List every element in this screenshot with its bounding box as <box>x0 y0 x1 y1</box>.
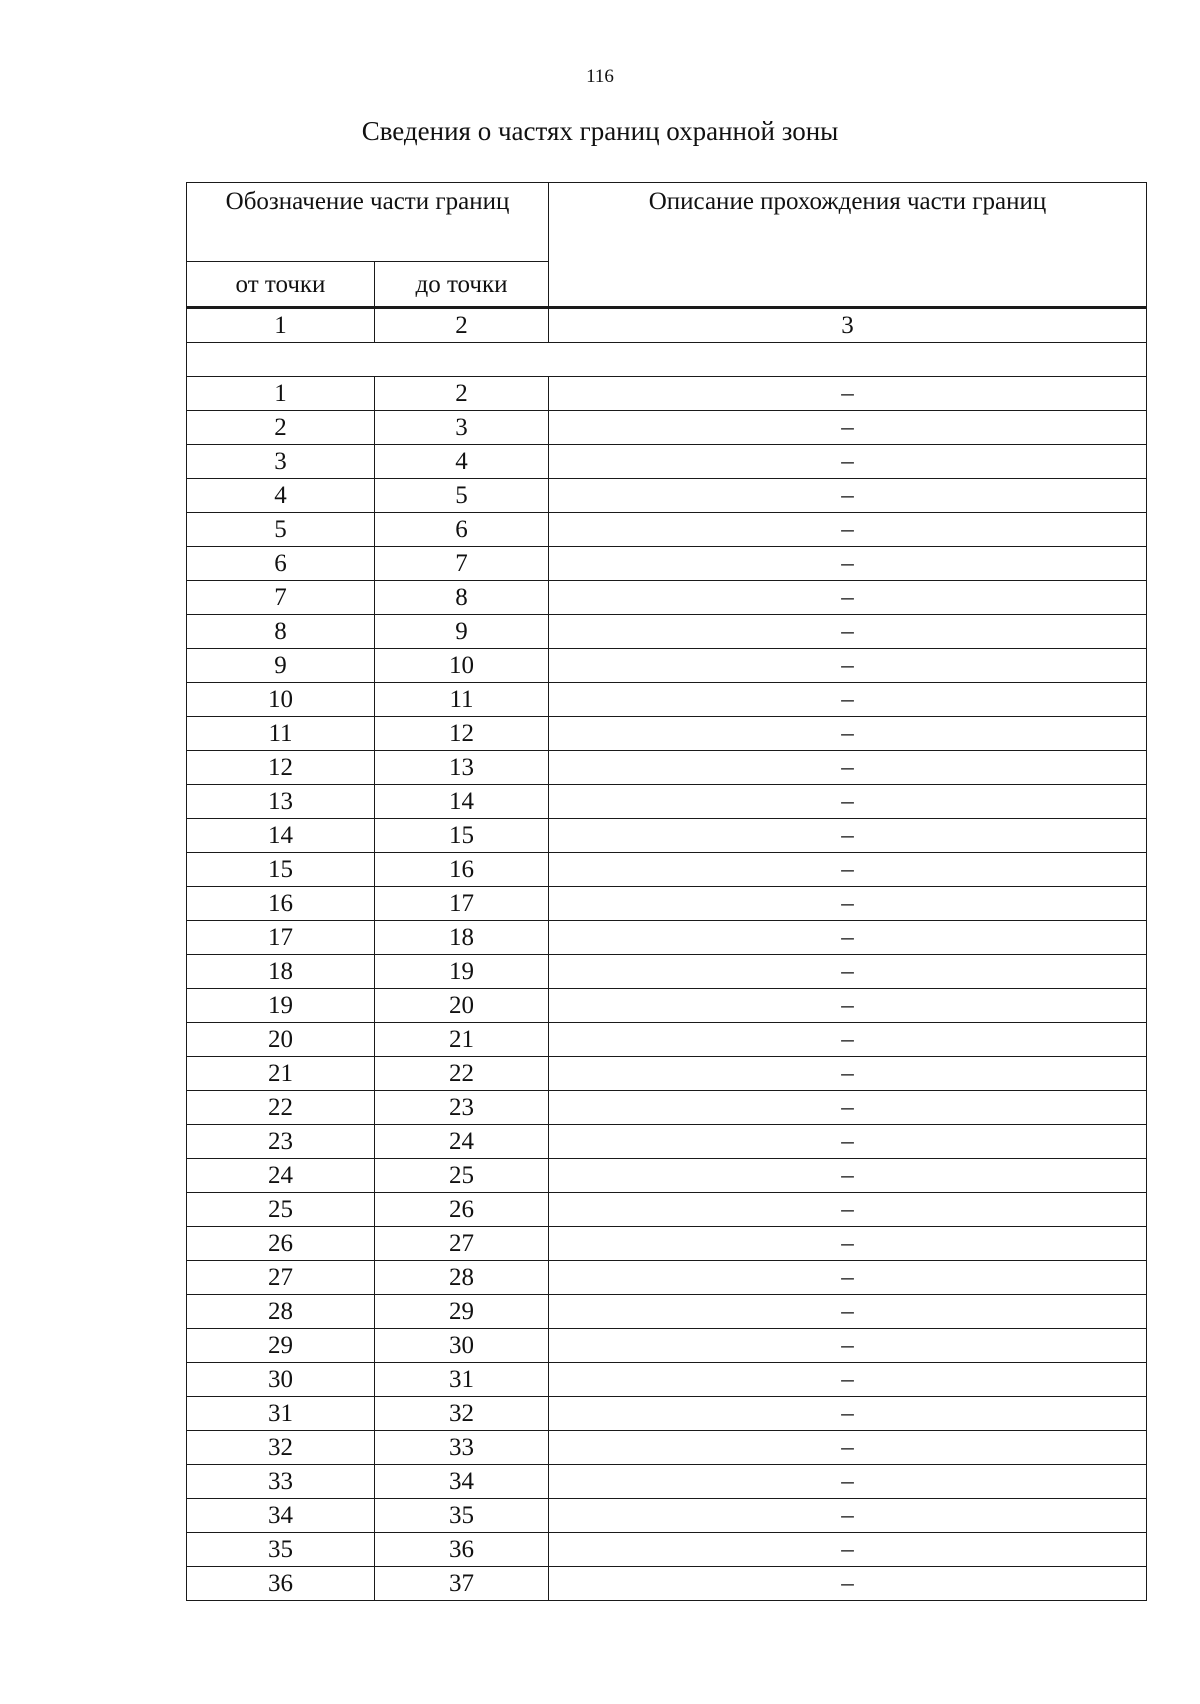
cell-from: 29 <box>187 1329 375 1363</box>
cell-from: 1 <box>187 377 375 411</box>
cell-to: 16 <box>375 853 549 887</box>
cell-description: – <box>549 853 1147 887</box>
cell-to: 22 <box>375 1057 549 1091</box>
table-row <box>187 1091 1147 1125</box>
cell-to: 4 <box>375 445 549 479</box>
table-row <box>187 1159 1147 1193</box>
cell-to: 31 <box>375 1363 549 1397</box>
cell-description: – <box>549 1023 1147 1057</box>
table-row <box>187 1261 1147 1295</box>
cell-description: – <box>549 411 1147 445</box>
table-row <box>187 785 1147 819</box>
table-row <box>187 955 1147 989</box>
header-to-cell: до точки <box>375 262 549 308</box>
cell-to: 15 <box>375 819 549 853</box>
cell-from: 12 <box>187 751 375 785</box>
cell-to: 37 <box>375 1567 549 1601</box>
cell-to: 25 <box>375 1159 549 1193</box>
cell-from: 8 <box>187 615 375 649</box>
table-body <box>187 183 1147 1601</box>
cell-description: – <box>549 887 1147 921</box>
cell-from: 19 <box>187 989 375 1023</box>
cell-from: 4 <box>187 479 375 513</box>
cell-from: 14 <box>187 819 375 853</box>
cell-to: 8 <box>375 581 549 615</box>
cell-from: 20 <box>187 1023 375 1057</box>
cell-from: 35 <box>187 1533 375 1567</box>
section-row <box>187 343 1147 377</box>
table-row <box>187 989 1147 1023</box>
header-row-top <box>187 183 1147 262</box>
table-row <box>187 581 1147 615</box>
cell-to: 21 <box>375 1023 549 1057</box>
cell-description: – <box>549 1057 1147 1091</box>
cell-to: 36 <box>375 1533 549 1567</box>
cell-from: 36 <box>187 1567 375 1601</box>
table-row <box>187 615 1147 649</box>
cell-to: 32 <box>375 1397 549 1431</box>
table-row <box>187 683 1147 717</box>
header-from-cell: от точки <box>187 262 375 308</box>
cell-from: 26 <box>187 1227 375 1261</box>
cell-description: – <box>549 1261 1147 1295</box>
cell-from: 2 <box>187 411 375 445</box>
cell-from: 6 <box>187 547 375 581</box>
cell-from: 18 <box>187 955 375 989</box>
table-row <box>187 547 1147 581</box>
column-number-2: 2 <box>375 308 549 343</box>
table-row <box>187 649 1147 683</box>
cell-description: – <box>549 989 1147 1023</box>
cell-to: 30 <box>375 1329 549 1363</box>
header-description-cell: Описание прохождения части границ <box>549 183 1147 308</box>
cell-description: – <box>549 717 1147 751</box>
cell-description: – <box>549 1227 1147 1261</box>
table-row <box>187 1227 1147 1261</box>
cell-from: 7 <box>187 581 375 615</box>
table-row <box>187 445 1147 479</box>
cell-to: 18 <box>375 921 549 955</box>
table-row <box>187 751 1147 785</box>
cell-from: 34 <box>187 1499 375 1533</box>
cell-description: – <box>549 445 1147 479</box>
cell-to: 5 <box>375 479 549 513</box>
column-number-1: 1 <box>187 308 375 343</box>
table-row <box>187 377 1147 411</box>
cell-from: 30 <box>187 1363 375 1397</box>
cell-description: – <box>549 1363 1147 1397</box>
cell-from: 23 <box>187 1125 375 1159</box>
cell-description: – <box>549 377 1147 411</box>
cell-description: – <box>549 1125 1147 1159</box>
cell-description: – <box>549 615 1147 649</box>
cell-description: – <box>549 547 1147 581</box>
cell-description: – <box>549 479 1147 513</box>
table-row <box>187 411 1147 445</box>
cell-description: – <box>549 921 1147 955</box>
cell-to: 27 <box>375 1227 549 1261</box>
cell-from: 11 <box>187 717 375 751</box>
cell-from: 28 <box>187 1295 375 1329</box>
table-row <box>187 1465 1147 1499</box>
table-row <box>187 853 1147 887</box>
cell-description: – <box>549 751 1147 785</box>
cell-to: 19 <box>375 955 549 989</box>
table-row <box>187 819 1147 853</box>
table-row <box>187 1363 1147 1397</box>
cell-description: – <box>549 785 1147 819</box>
cell-description: – <box>549 1295 1147 1329</box>
table-row <box>187 717 1147 751</box>
table-row <box>187 479 1147 513</box>
cell-to: 6 <box>375 513 549 547</box>
cell-description: – <box>549 649 1147 683</box>
table-row <box>187 1295 1147 1329</box>
cell-description: – <box>549 1465 1147 1499</box>
cell-from: 32 <box>187 1431 375 1465</box>
cell-from: 10 <box>187 683 375 717</box>
header-group-cell: Обозначение части границ <box>187 183 549 262</box>
cell-from: 13 <box>187 785 375 819</box>
cell-from: 31 <box>187 1397 375 1431</box>
cell-to: 35 <box>375 1499 549 1533</box>
cell-description: – <box>549 1159 1147 1193</box>
cell-description: – <box>549 683 1147 717</box>
cell-to: 9 <box>375 615 549 649</box>
cell-to: 23 <box>375 1091 549 1125</box>
boundary-table <box>186 182 1147 1601</box>
cell-to: 28 <box>375 1261 549 1295</box>
table-row <box>187 1057 1147 1091</box>
cell-from: 21 <box>187 1057 375 1091</box>
cell-to: 34 <box>375 1465 549 1499</box>
table-row <box>187 1499 1147 1533</box>
cell-to: 20 <box>375 989 549 1023</box>
table-row <box>187 1567 1147 1601</box>
cell-from: 5 <box>187 513 375 547</box>
table-row <box>187 887 1147 921</box>
cell-to: 33 <box>375 1431 549 1465</box>
cell-from: 24 <box>187 1159 375 1193</box>
section-label-cell <box>187 343 1147 377</box>
cell-from: 33 <box>187 1465 375 1499</box>
cell-from: 16 <box>187 887 375 921</box>
cell-to: 29 <box>375 1295 549 1329</box>
page-number: 116 <box>586 66 614 87</box>
cell-from: 25 <box>187 1193 375 1227</box>
cell-description: – <box>549 581 1147 615</box>
cell-description: – <box>549 819 1147 853</box>
cell-to: 10 <box>375 649 549 683</box>
table-row <box>187 1329 1147 1363</box>
cell-to: 2 <box>375 377 549 411</box>
cell-description: – <box>549 955 1147 989</box>
cell-description: – <box>549 513 1147 547</box>
cell-description: – <box>549 1091 1147 1125</box>
cell-description: – <box>549 1329 1147 1363</box>
table-row <box>187 513 1147 547</box>
cell-to: 13 <box>375 751 549 785</box>
cell-from: 9 <box>187 649 375 683</box>
cell-description: – <box>549 1397 1147 1431</box>
cell-description: – <box>549 1499 1147 1533</box>
table-row <box>187 1023 1147 1057</box>
table-row <box>187 1125 1147 1159</box>
cell-from: 17 <box>187 921 375 955</box>
cell-to: 3 <box>375 411 549 445</box>
cell-description: – <box>549 1193 1147 1227</box>
cell-to: 11 <box>375 683 549 717</box>
cell-description: – <box>549 1533 1147 1567</box>
cell-to: 24 <box>375 1125 549 1159</box>
cell-to: 14 <box>375 785 549 819</box>
column-number-row <box>187 308 1147 343</box>
table-row <box>187 1533 1147 1567</box>
cell-from: 22 <box>187 1091 375 1125</box>
table-row <box>187 1193 1147 1227</box>
cell-to: 7 <box>375 547 549 581</box>
cell-to: 17 <box>375 887 549 921</box>
table-row <box>187 921 1147 955</box>
table-row <box>187 1397 1147 1431</box>
column-number-3: 3 <box>549 308 1147 343</box>
cell-to: 12 <box>375 717 549 751</box>
cell-to: 26 <box>375 1193 549 1227</box>
cell-from: 27 <box>187 1261 375 1295</box>
cell-description: – <box>549 1567 1147 1601</box>
page-title: Сведения о частях границ охранной зоны <box>361 116 839 146</box>
cell-description: – <box>549 1431 1147 1465</box>
table-row <box>187 1431 1147 1465</box>
cell-from: 15 <box>187 853 375 887</box>
cell-from: 3 <box>187 445 375 479</box>
boundary-parts-table <box>186 182 1146 1601</box>
